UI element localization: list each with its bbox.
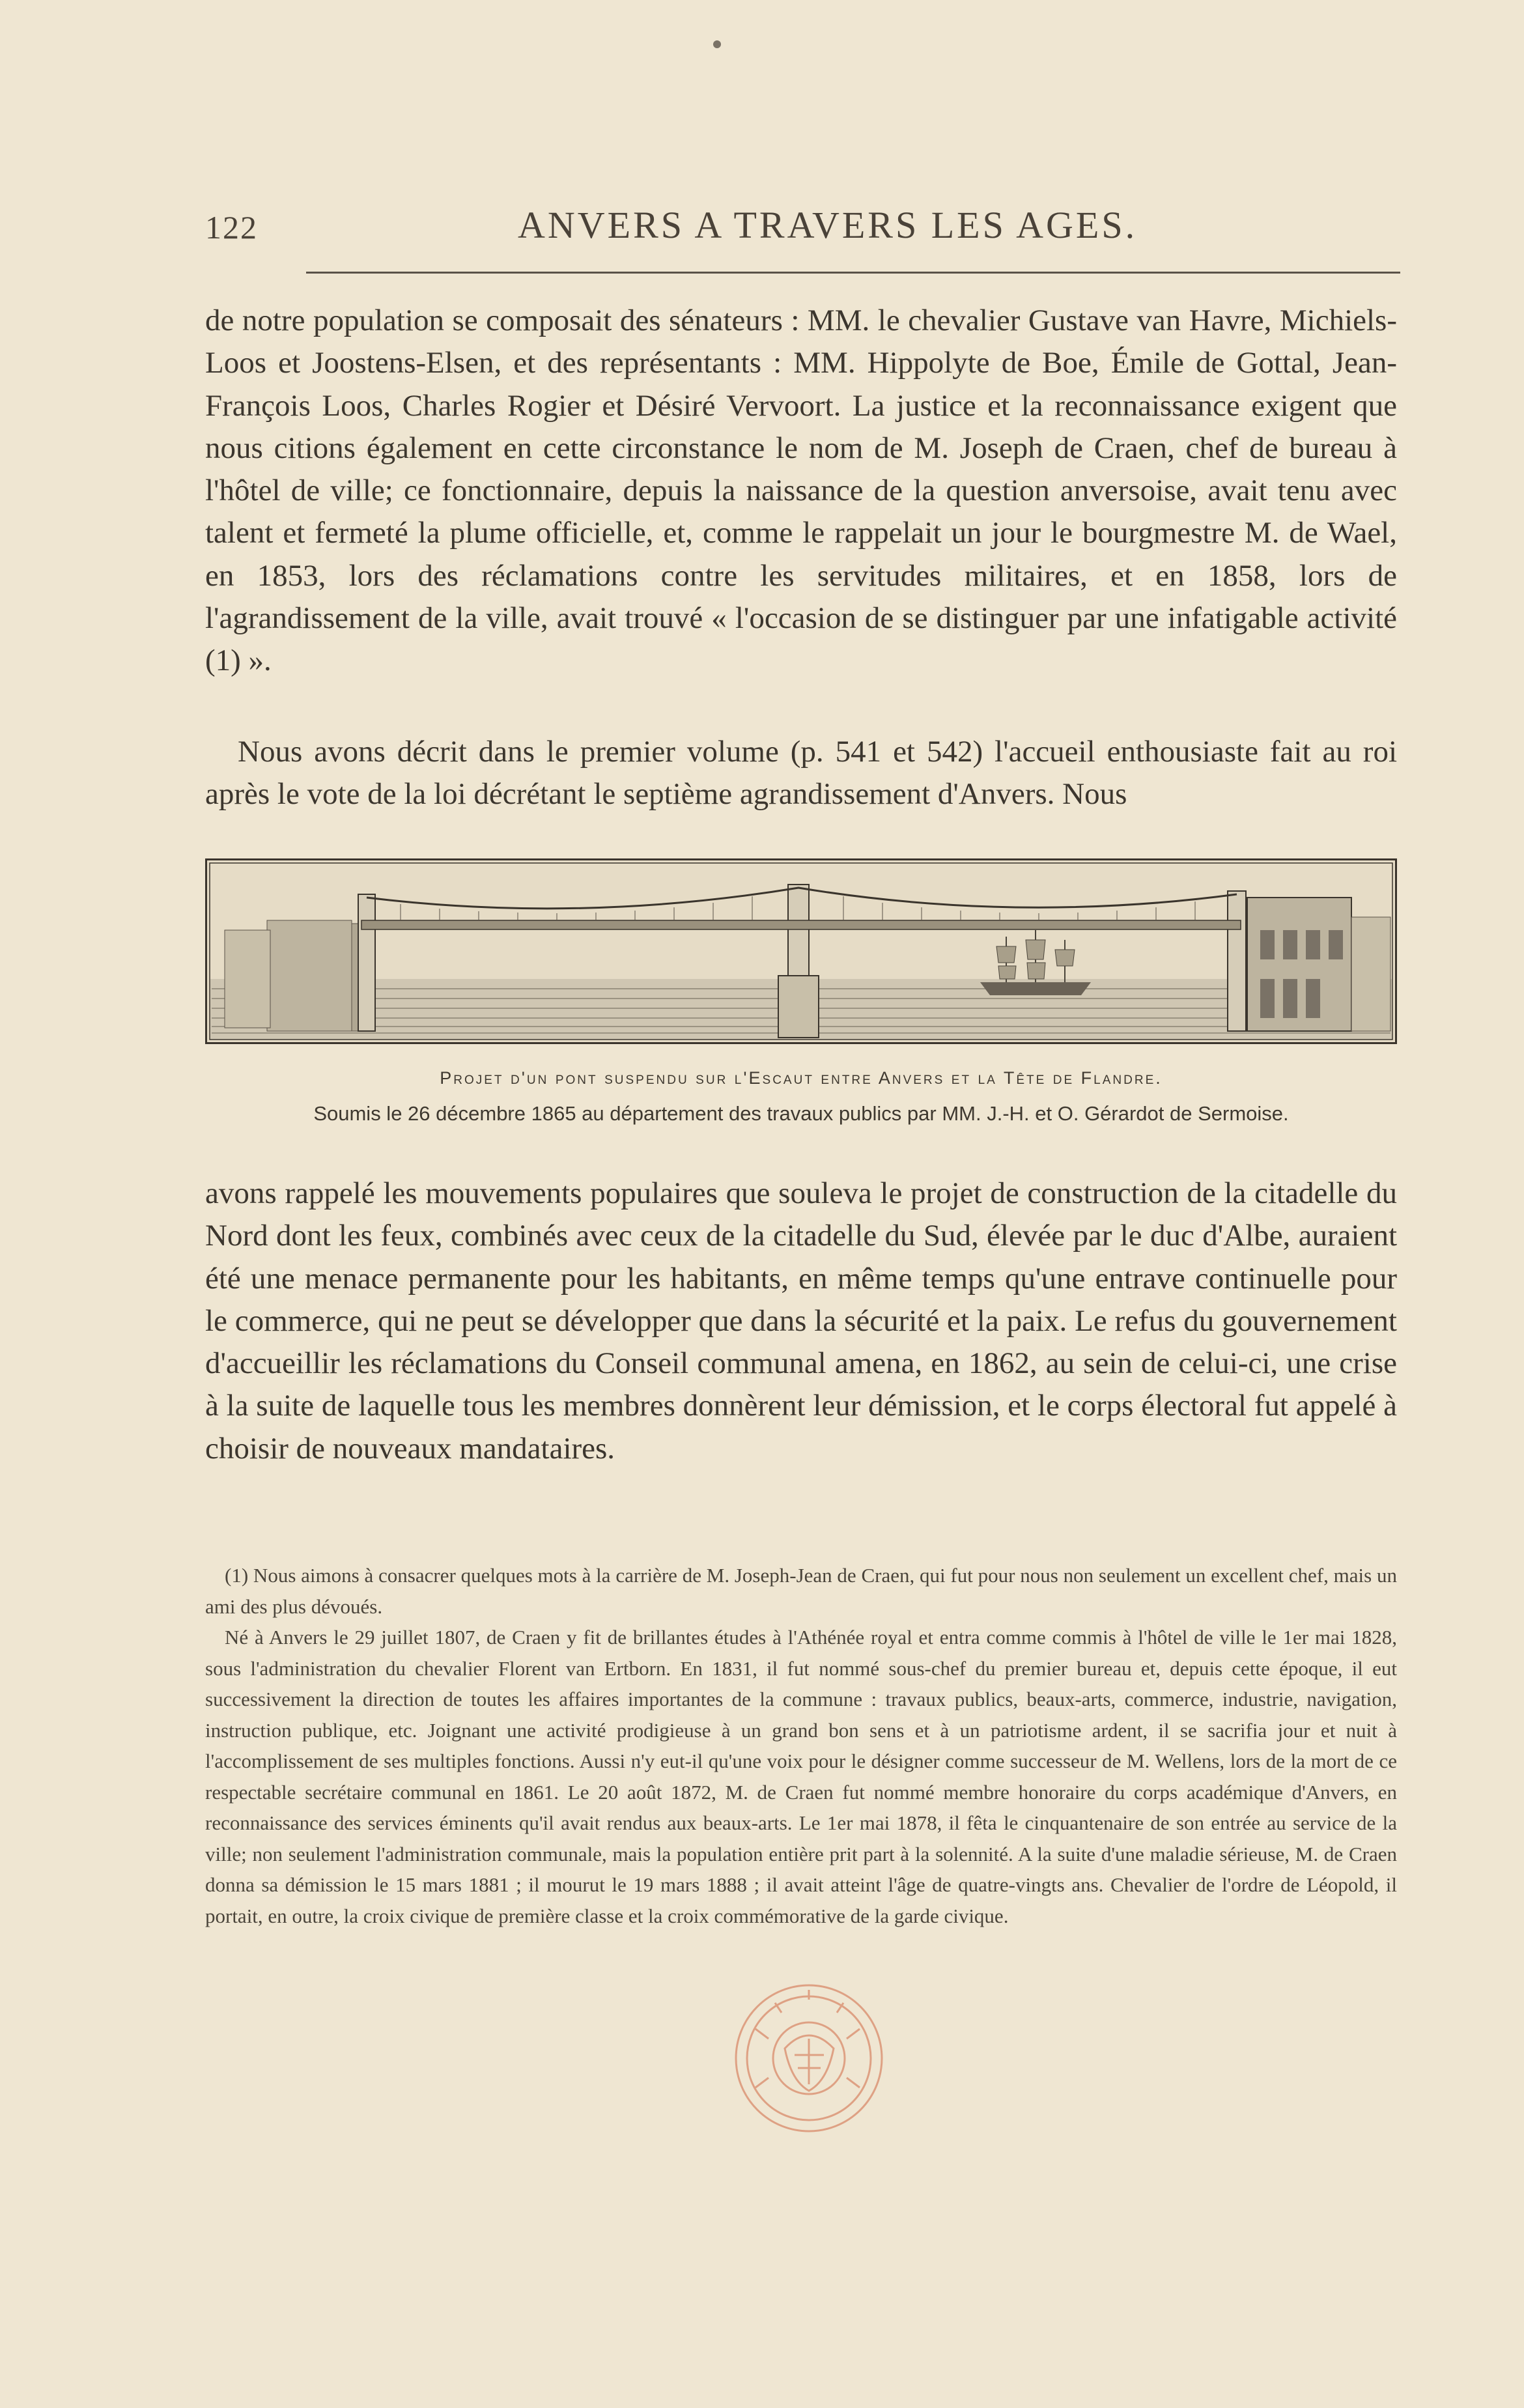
library-stamp-icon (729, 1977, 889, 2140)
running-title: ANVERS A TRAVERS LES AGES. (518, 204, 1138, 246)
paragraph-text: de notre population se composait des sénateurs : MM. le chevalier Gustave van Havre, Michiels-Loos et Joostens-Elsen, et des représentants : MM. Hippolyte de Boe, Émile de Gottal, Jean-François Loos, Charles Rogier et Désiré Vervoort. La justice et la reconnaissance exigent que nous citions également en cette circonstance le nom de M. Joseph de Craen, chef de bureau à l'hôtel de ville; ce fonctionnaire, depuis la naissance de la question anversoise, avait tenu avec talent et fermeté la plume officielle, et, comme le rappelait un jour le bourgmestre M. de Wael, en 1853, lors des réclamations contre les servitudes militaires, et en 1858, lors de l'agrandissement de la ville, avait trouvé « l'occasion de se distinguer par une infatigable activité (1) ». (205, 304, 1397, 678)
ink-dot (713, 40, 721, 48)
paragraph-text: Nous avons décrit dans le premier volume (p. 541 et 542) l'accueil enthousiaste fait au roi après le vote de la loi décrétant le septième agrandissement d'Anvers. Nous (205, 735, 1397, 812)
library-stamp (729, 1977, 889, 2140)
suspension-bridge-engraving-icon (205, 858, 1397, 1044)
body-paragraph-2 (205, 731, 1397, 816)
header-rule (306, 272, 1400, 274)
footnote-2: Né à Anvers le 29 juillet 1807, de Craen y fit de brillantes études à l'Athénée royal et entra comme commis à l'hôtel de ville le 1er mai 1828, sous l'administration du chevalier Florent van Ertborn. En 1831, il fut nommé sous-chef du premier bureau et, depuis cette époque, il eut successivement la direction de toutes les affaires importantes de la commune : travaux publics, beaux-arts, commerce, industrie, navigation, instruction publique, etc. Joignant une activité prodigieuse à un grand bon sens et à un patriotisme ardent, il se sacrifia jour et nuit à l'accomplissement de ses multiples fonctions. Aussi n'y eut-il qu'une voix pour le désigner comme successeur de M. Wellens, lors de la mort de ce respectable secrétaire communal en 1861. Le 20 août 1872, M. de Craen fut nommé membre honoraire du corps académique d'Anvers, en reconnaissance des services éminents qu'il avait rendus aux beaux-arts. Le 1er mai 1878, il fêta le cinquantenaire de son entrée au service de la ville; non seulement l'administration communale, mais la population entière prit part à la solennité. A la suite d'une maladie sérieuse, M. de Craen donna sa démission le 15 mars 1881 ; il mourut le 19 mars 1888 ; il avait atteint l'âge de quatre-vingts ans. Chevalier de l'ordre de Léopold, il portait, en outre, la croix civique de première classe et la croix commémorative de la garde civique. (205, 1626, 1397, 1927)
suspension-bridge-illustration (205, 858, 1397, 1044)
running-head (205, 195, 1397, 254)
body-paragraph-1 (205, 300, 1397, 683)
page-number: 122 (205, 209, 258, 246)
footnote-1: (1) Nous aimons à consacrer quelques mots à la carrière de M. Joseph-Jean de Craen, qui fut pour nous non seulement un excellent chef, mais un ami des plus dévoués. (205, 1564, 1397, 1618)
body-paragraph-3 (205, 1172, 1397, 1470)
figure-caption-subtitle: Soumis le 26 décembre 1865 au département des travaux publics par MM. J.-H. et O. Gérardot de Sermoise. (313, 1102, 1289, 1125)
footnotes (205, 1560, 1397, 1931)
figure-caption-title: Projet d'un pont suspendu sur l'Escaut entre Anvers et la Tête de Flandre. (440, 1068, 1163, 1088)
paragraph-text: avons rappelé les mouvements populaires que souleva le projet de construction de la citadelle du Nord dont les feux, combinés avec ceux de la citadelle du Sud, élevée par le duc d'Albe, auraient été une menace permanente pour les habitants, en même temps qu'une entrave continuelle pour le commerce, qui ne peut se développer que dans la sécurité et la paix. Le refus du gouvernement d'accueillir les réclamations du Conseil communal amena, en 1862, au sein de celui-ci, une crise à la suite de laquelle tous les membres donnèrent leur démission, et le corps électoral fut appelé à choisir de nouveaux mandataires. (205, 1176, 1397, 1466)
